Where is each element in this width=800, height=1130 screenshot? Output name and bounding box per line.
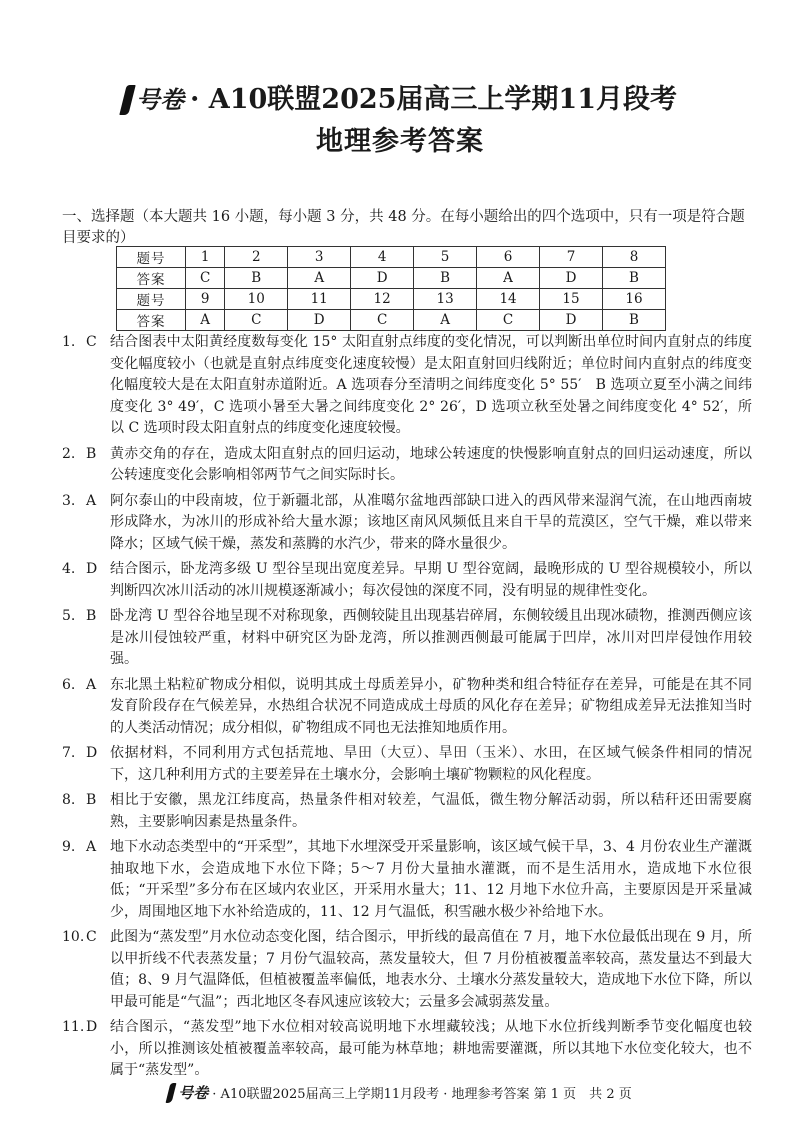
footer-text: · A10联盟2025届高三上学期11月段考 · 地理参考答案 第 1 页 共 2 页 xyxy=(212,1087,632,1102)
table-cell: D xyxy=(351,268,414,289)
table-cell: A xyxy=(477,268,540,289)
list-item xyxy=(62,837,752,923)
footer-brand-logo xyxy=(168,1082,208,1103)
table-cell: 2 xyxy=(225,247,288,268)
brand-logo-mark xyxy=(119,85,135,115)
item-number: 1. xyxy=(62,334,76,350)
item-text: 阿尔泰山的中段南坡，位于新疆北部，从准噶尔盆地西部缺口进入的西风带来湿润气流，在山地西南坡形成降水，为冰川的形成补给大量水源；该地区南风风频低且来自干旱的荒漠区，空气干燥，难以带来降水；区域气候干燥，蒸发和蒸腾的水汽少，带来的降水量很少。 xyxy=(110,492,752,552)
item-text: 依据材料，不同利用方式包括荒地、旱田（大豆）、旱田（玉米）、水田，在区域气候条件相同的情况下，这几种利用方式的主要差异在土壤水分，会影响土壤矿物颗粒的风化程度。 xyxy=(110,745,752,783)
item-number: 3. xyxy=(62,492,76,509)
item-text: 此图为“蒸发型”月水位动态变化图，结合图示，甲折线的最高值在 7 月，地下水位最低出现在 9 月，所以甲折线不代表蒸发量；7 月份气温较高，蒸发量较大，但 7 月份植被覆盖率较高，蒸发量达不到最大值；8、9 月气温降低，但植被覆盖率偏低，地表水分、土壤水分蒸发量较大，造成地下水位下降，所以甲最可能是“气温”；西北地区冬春风速应该较大；云量多会减弱蒸发量。 xyxy=(110,929,752,1010)
table-cell: C xyxy=(186,268,225,289)
item-choice: C xyxy=(86,334,97,350)
table-cell: A xyxy=(414,310,477,331)
item-text: 地下水动态类型中的“开采型”，其地下水埋深受开采量影响，该区域气候干旱，3、4 月份农业生产灌溉抽取地下水，会造成地下水位下降；5～7 月份大量抽水灌溉，而不是生活用水，造成地下水位很低；“开采型”多分布在区域内农业区，开采用水量大；11、12 月地下水位升高，主要原因是开采量减少，周围地区地下水补给造成的，11、12 月气温低，积雪融水极少补给地下水。 xyxy=(110,839,752,920)
item-text: 结合图示，卧龙湾多级 U 型谷呈现出宽度差异。早期 U 型谷宽阔，最晚形成的 U 型谷规模较小，所以判断四次冰川活动的冰川规模逐渐减小；每次侵蚀的深度不同，没有明显的规律性变化。 xyxy=(110,561,752,599)
table-cell: 16 xyxy=(602,289,665,310)
table-cell: D xyxy=(540,310,603,331)
item-number: 9. xyxy=(62,839,76,855)
document-title xyxy=(0,82,800,118)
item-number: 7. xyxy=(62,745,76,761)
item-choice: A xyxy=(86,492,97,509)
explanation-list xyxy=(62,332,752,1086)
item-text: 相比于安徽，黑龙江纬度高，热量条件相对较差，气温低，微生物分解活动弱，所以秸秆还田需要腐熟，主要影响因素是热量条件。 xyxy=(110,792,752,830)
table-row xyxy=(117,268,666,289)
list-item xyxy=(62,675,752,740)
table-cell: 15 xyxy=(540,289,603,310)
item-choice: D xyxy=(86,561,98,577)
table-row xyxy=(117,310,666,331)
item-text: 结合图示，“蒸发型”地下水位相对较高说明地下水埋藏较浅；从地下水位折线判断季节变化幅度也较小，所以推测该处植被覆盖率较高，最可能为林草地；耕地需要灌溉，所以其地下水位变化较大，也不属于“蒸发型”。 xyxy=(110,1019,752,1078)
table-cell: C xyxy=(225,310,288,331)
table-cell: 14 xyxy=(477,289,540,310)
item-number: 11. xyxy=(62,1019,85,1035)
table-cell: C xyxy=(477,310,540,331)
table-cell: 5 xyxy=(414,247,477,268)
item-number: 2. xyxy=(62,445,76,462)
row-label: 答案 xyxy=(117,268,186,289)
list-item xyxy=(62,927,752,1013)
list-item xyxy=(62,332,752,440)
list-item xyxy=(62,790,752,833)
answer-table xyxy=(116,246,666,331)
table-cell: D xyxy=(288,310,351,331)
table-cell: A xyxy=(288,268,351,289)
table-cell: D xyxy=(540,268,603,289)
table-cell: 13 xyxy=(414,289,477,310)
table-cell: 11 xyxy=(288,289,351,310)
list-item xyxy=(62,559,752,602)
item-number: 8. xyxy=(62,792,76,808)
table-row xyxy=(117,289,666,310)
brand-logo xyxy=(123,82,184,118)
table-cell: 1 xyxy=(186,247,225,268)
list-item xyxy=(62,606,752,671)
table-cell: B xyxy=(602,268,665,289)
document-subtitle: 地理参考答案 xyxy=(316,126,484,157)
item-choice: A xyxy=(86,839,97,855)
table-row xyxy=(117,247,666,268)
table-cell: C xyxy=(351,310,414,331)
item-number: 6. xyxy=(62,676,76,693)
item-number: 5. xyxy=(62,608,76,624)
table-cell: 3 xyxy=(288,247,351,268)
list-item xyxy=(62,491,752,556)
item-text: 卧龙湾 U 型谷谷地呈现不对称现象，西侧较陡且出现基岩碎屑，东侧较缓且出现冰碛物，推测西侧应该是冰川侵蚀较严重，材料中研究区为卧龙湾，所以推测西侧最可能属于凹岸，冰川对凹岸侵蚀作用较强。 xyxy=(110,608,752,667)
list-item xyxy=(62,1017,752,1082)
title-text: · A10联盟2025届高三上学期11月段考 xyxy=(189,84,678,115)
table-cell: B xyxy=(225,268,288,289)
table-cell: 4 xyxy=(351,247,414,268)
table-cell: 12 xyxy=(351,289,414,310)
item-text: 东北黑土粘粒矿物成分相似，说明其成土母质差异小，矿物种类和组合特征存在差异，可能是在其不同发育阶段存在气候差异，水热组合状况不同造成成土母质的风化存在差异；矿物组成差异无法推知当时的人类活动情况；成分相似，矿物组成不同也无法推知地质作用。 xyxy=(110,676,752,736)
table-cell: B xyxy=(602,310,665,331)
document-header xyxy=(0,82,800,160)
item-choice: A xyxy=(86,676,97,693)
list-item xyxy=(62,743,752,786)
list-item xyxy=(62,444,752,487)
item-text: 黄赤交角的存在，造成太阳直射点的回归运动，地球公转速度的快慢影响直射点的回归运动速度，所以公转速度变化会影响相邻两节气之间实际时长。 xyxy=(110,445,752,483)
row-label: 题号 xyxy=(117,247,186,268)
item-choice: B xyxy=(86,445,97,462)
brand-logo-text: 号卷 xyxy=(135,85,184,114)
footer-logo-mark xyxy=(166,1083,177,1103)
footer-logo-text: 号卷 xyxy=(178,1084,209,1102)
table-cell: 8 xyxy=(602,247,665,268)
table-cell: A xyxy=(186,310,225,331)
row-label: 答案 xyxy=(117,310,186,331)
table-cell: B xyxy=(414,268,477,289)
item-number: 10. xyxy=(62,929,85,945)
table-cell: 6 xyxy=(477,247,540,268)
item-choice: B xyxy=(86,608,97,624)
table-cell: 9 xyxy=(186,289,225,310)
table-cell: 10 xyxy=(225,289,288,310)
row-label: 题号 xyxy=(117,289,186,310)
item-choice: D xyxy=(86,745,98,761)
item-choice: B xyxy=(86,792,97,808)
item-choice: D xyxy=(86,1019,98,1035)
item-text: 结合图表中太阳黄经度数每变化 15° 太阳直射点纬度的变化情况，可以判断出单位时间内直射点的纬度变化幅度较小（也就是直射点纬度变化速度较慢）是太阳直射回归线附近；单位时间内直射点的纬度变化幅度较大是在太阳直射赤道附近。A 选项春分至清明之间纬度变化 5° 55′ B 选项立夏至小满之间纬度变化 3° 49′，C 选项小暑至大暑之间纬度变化 2° 26′，D 选项立秋至处暑之间纬度变化 4° 52′，所以 C 选项时段太阳直射点的纬度变化速度较慢。 xyxy=(110,334,752,436)
item-choice: C xyxy=(86,929,97,945)
table-cell: 7 xyxy=(540,247,603,268)
item-number: 4. xyxy=(62,561,76,577)
page-footer xyxy=(0,1082,800,1103)
section-heading: 一、选择题（本大题共 16 小题，每小题 3 分，共 48 分。在每小题给出的四个选项中，只有一项是符合题目要求的） xyxy=(62,209,745,246)
